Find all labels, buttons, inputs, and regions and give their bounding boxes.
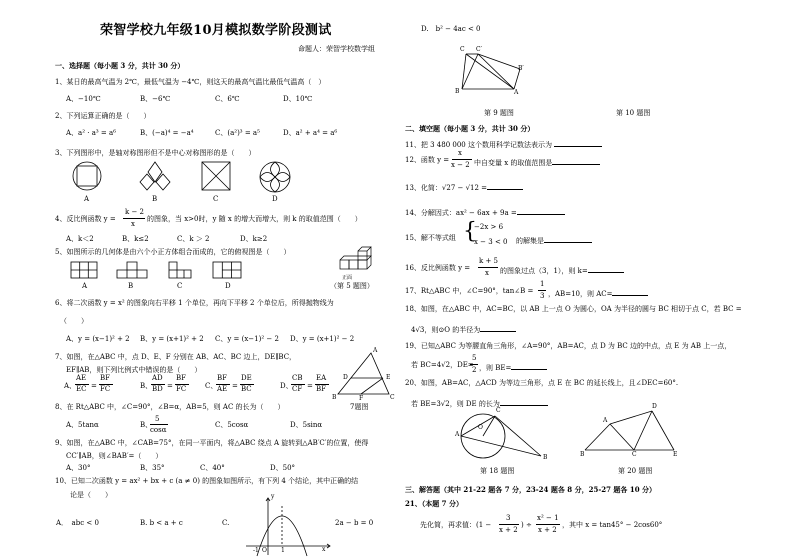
q2-option-d: D、a² + a⁴ = a⁶ xyxy=(283,129,338,137)
section-3-heading: 三、解答题（其中 21-22 题各 7 分，23-24 题各 8 分，25-27 题各 10 分） xyxy=(405,485,657,494)
q7-option-3-num-2: EA xyxy=(316,374,327,382)
q12-text: 中自变量 x 的取值范围是 xyxy=(474,159,553,167)
q4-option-b: B、k≤2 xyxy=(122,235,149,243)
question-7-stem-1: 7、如图，在△ABC 中，点 D、E、F 分别在 AB、AC、BC 边上，DE∥BC， xyxy=(55,353,297,361)
q5-solid-figure xyxy=(338,246,378,278)
q4-option-c: C、k ＞ 2 xyxy=(177,235,210,243)
q7-option-3-den-1: CF xyxy=(292,385,303,393)
q5-option-a-figure xyxy=(70,261,98,279)
q16-prefix: 16、反比例函数 y = xyxy=(405,264,471,272)
fig20-triangle-figure xyxy=(582,403,678,456)
q4-fraction-bar xyxy=(123,218,145,219)
page-title: 荣智学校九年级10月模拟数学阶段测试 xyxy=(100,23,332,38)
q3-figure-a xyxy=(70,160,104,192)
q7-option-2-num-2: DE xyxy=(241,374,252,382)
fig9-point-c: C xyxy=(460,46,465,53)
q21-frac2-den: x + 2 xyxy=(538,526,557,534)
question-19-line-2 xyxy=(479,362,547,372)
question-20-line-1: 20、如图，AB=AC，△ACD 为等边三角形，点 E 在 BC 的延长线上，且∠DEC=60°. xyxy=(405,379,679,387)
q16-num: k + 5 xyxy=(479,257,499,265)
q7-option-3-equals: = xyxy=(307,382,313,390)
q1-option-d: D、10℃ xyxy=(283,95,313,103)
question-14 xyxy=(405,207,565,217)
question-4-stem-a: 4、反比例函数 y = xyxy=(55,215,116,223)
fig9-point-b-prime: B′ xyxy=(518,65,524,72)
q15-prefix: 15、解不等式组 xyxy=(405,234,456,242)
q16-answer-blank[interactable] xyxy=(588,265,624,273)
question-5-stem: 5、如图所示的几何体是由六个小正方体组合而成的，它的俯视图是（ ） xyxy=(55,248,291,256)
q7-option-1-num-2: BF xyxy=(176,374,187,382)
q8-option-b: B、 xyxy=(140,421,153,429)
question-18-line-2 xyxy=(411,324,516,334)
q6-option-b: B、y = (x+1)² + 2 xyxy=(140,335,204,343)
q5-label-b: B xyxy=(128,282,134,290)
q5-option-d-figure xyxy=(212,261,242,279)
q3-figure-b xyxy=(138,160,172,192)
q21-suffix: ，其中 x = tan45° − 2cos60° xyxy=(562,521,663,529)
q14-text: 14、分解因式：ax² − 6ax + 9a = xyxy=(405,209,517,217)
q19-den: 2 xyxy=(472,366,477,374)
question-15 xyxy=(516,235,592,245)
fig20-point-a: A xyxy=(603,417,608,424)
section-2-heading: 二、填空题（每小题 3 分，共计 30 分） xyxy=(405,124,535,133)
q2-option-a: A、a² · a³ = a⁶ xyxy=(66,129,116,137)
author-line: 命题人：荣智学校数学组 xyxy=(298,45,375,53)
q10-axis-y: y xyxy=(271,493,275,500)
q12-prefix: 12、函数 y = xyxy=(405,156,450,164)
q10-option-d-continued: D. b² − 4ac < 0 xyxy=(421,25,481,33)
question-6-stem: 6、将二次函数 y = x² 的图象向右平移 1 个单位，再向下平移 2 个单位后，所得抛物线为 xyxy=(55,299,334,307)
q5-option-c-figure xyxy=(168,261,192,279)
q2-option-b: B、(−a)⁴ = −a⁴ xyxy=(140,129,194,137)
question-13 xyxy=(405,182,523,192)
q17-num: 1 xyxy=(540,280,545,288)
q4-fraction-den: x xyxy=(131,220,135,228)
question-9-stem-1: 9、如图，在△ABC 中，∠CAB=75°，在同一平面内，将△ABC 绕点 A 旋转到△AB′C′的位置，使得 xyxy=(55,439,369,447)
q9-option-a: A、30° xyxy=(66,464,91,472)
q21-frac1-num: 3 xyxy=(506,514,511,522)
fig20-point-c: C xyxy=(632,451,637,458)
q13-answer-blank[interactable] xyxy=(487,182,523,190)
q1-option-b: B、−6℃ xyxy=(140,95,171,103)
q10-option-c: C. xyxy=(222,519,230,527)
question-12 xyxy=(474,157,600,167)
fig18-circle-figure xyxy=(455,408,555,466)
q7-point-c: C xyxy=(390,394,395,401)
fig9-caption: 第 9 题图 xyxy=(484,109,514,117)
question-7-stem-2: EF∥AB，则下列比例式中错误的是（ ） xyxy=(66,366,202,374)
fig18-point-b: B xyxy=(543,454,548,461)
q7-option-3-num-1: CB xyxy=(292,374,303,382)
question-16 xyxy=(500,265,624,275)
q4-option-d: D、k≥2 xyxy=(240,235,268,243)
q9-option-c: C、40° xyxy=(200,464,225,472)
question-17 xyxy=(548,288,648,298)
q15-line-2: x − 3 < 0 xyxy=(474,238,508,246)
q17-text: ，AB=10，则 AC= xyxy=(548,290,613,298)
q7-point-d: D xyxy=(343,374,348,381)
q7-point-e: E xyxy=(386,374,391,381)
q9-rotation-figure xyxy=(458,47,530,99)
q15-line-1: −2x > 6 xyxy=(474,223,504,231)
q7-option-2-letter: C、 xyxy=(205,382,218,390)
q5-label-c: C xyxy=(177,282,183,290)
fig10-caption: 第 10 题图 xyxy=(616,109,651,117)
q1-option-a: A、−10℃ xyxy=(66,95,101,103)
q3-label-a: A xyxy=(84,195,90,203)
q8-option-a: A、5tanα xyxy=(66,421,99,429)
q3-label-c: C xyxy=(213,195,219,203)
q21-prefix: 先化简，再求值：(1 − xyxy=(420,521,492,529)
q6-option-a: A、y = (x−1)² + 2 xyxy=(66,335,130,343)
q7-point-b: B xyxy=(332,394,337,401)
q3-figure-d xyxy=(258,160,292,194)
q20-text: 若 BE=3√2，则 DE 的长为 xyxy=(411,400,500,408)
q7-option-3-letter: D、 xyxy=(280,382,293,390)
q1-option-c: C、6℃ xyxy=(215,95,240,103)
question-21-heading: 21、（本题 7 分） xyxy=(405,499,463,508)
q10-option-d: 2a − b = 0 xyxy=(335,519,374,527)
q8-option-c: C、5cosα xyxy=(215,421,249,429)
q15-answer-blank[interactable] xyxy=(544,235,592,243)
question-8-stem: 8、在 Rt△ABC 中，∠C=90°，∠B=α，AB=5，则 AC 的长为（ ） xyxy=(55,403,285,411)
q17-answer-blank[interactable] xyxy=(612,288,648,296)
q8-option-b-den: cosα xyxy=(150,426,167,434)
q5-label-a: A xyxy=(82,282,88,290)
q17-bar xyxy=(538,290,546,291)
q7-option-2-equals: = xyxy=(232,382,238,390)
q7-option-2-den-2: BC xyxy=(241,385,252,393)
q10-axis-one: 1 xyxy=(281,547,285,554)
q8-option-d: D、5sinα xyxy=(290,421,323,429)
q6-paren: （ ） xyxy=(60,317,88,325)
q18-answer-blank[interactable] xyxy=(480,324,516,332)
q6-option-d: D、y = (x+1)² − 2 xyxy=(290,335,355,343)
q12-answer-blank[interactable] xyxy=(552,157,600,165)
q4-option-a: A、k＜2 xyxy=(66,235,94,243)
q7-option-2-den-1: AE xyxy=(217,385,228,393)
q21-frac1-bar xyxy=(499,524,519,525)
q13-text: 13、化简：√27 − √12 = xyxy=(405,184,488,192)
q19-answer-blank[interactable] xyxy=(511,362,547,370)
question-2-stem: 2、下列运算正确的是（ ） xyxy=(55,112,151,120)
q9-option-d: D、50° xyxy=(270,464,296,472)
fig18-caption: 第 18 题图 xyxy=(480,467,515,475)
q6-option-c: C、y = (x−1)² − 2 xyxy=(215,335,279,343)
q7-option-1-letter: B、 xyxy=(140,382,153,390)
q3-label-d: D xyxy=(272,195,278,203)
question-9-stem-2: CC′∥AB，则∠BAB′=（ ） xyxy=(66,452,163,460)
q10-axis-x: x xyxy=(322,546,326,553)
q7-option-0-den-1: EC xyxy=(76,385,87,393)
q12-bar xyxy=(452,159,472,160)
q7-point-f: F xyxy=(359,395,364,402)
fig20-point-e: E xyxy=(673,451,678,458)
q19-line-2-prefix: 若 BC=4√2，DE= xyxy=(411,361,474,369)
q9-option-b: B、35° xyxy=(140,464,165,472)
fig9-point-b: B xyxy=(455,88,460,95)
q10-option-a: A． abc < 0 xyxy=(56,519,99,527)
q7-figure-caption: 7题图 xyxy=(350,403,369,411)
q12-num: x xyxy=(458,149,462,157)
question-3-stem: 3、下列图形中，是轴对称图形但不是中心对称图形的是（ ） xyxy=(55,149,256,157)
q21-divide: ) ÷ xyxy=(521,521,532,529)
q5-option-b-figure xyxy=(116,261,148,279)
q12-den: x − 2 xyxy=(451,161,470,169)
q7-option-3-den-2: BF xyxy=(316,385,327,393)
q16-text: 的图象过点（3，1），则 k= xyxy=(500,267,588,275)
q7-point-a: A xyxy=(373,347,378,354)
q7-option-0-num-2: BF xyxy=(100,374,111,382)
q2-option-c: C、(a²)³ = a⁵ xyxy=(215,129,260,137)
q4-fraction-num: k − 2 xyxy=(125,208,145,216)
q21-frac2-bar xyxy=(536,524,560,525)
q21-frac1-den: x + 2 xyxy=(499,526,518,534)
q7-option-0-letter: A、 xyxy=(64,382,77,390)
q7-option-0-num-1: AE xyxy=(76,374,87,382)
q16-den: x xyxy=(485,269,489,277)
question-11 xyxy=(405,139,602,149)
q17-prefix: 17、Rt△ABC 中，∠C=90°，tan∠B = xyxy=(405,287,534,295)
fig18-point-c: C xyxy=(496,407,501,414)
q10-axis-minus-one: -1 xyxy=(253,547,259,554)
q7-option-2-num-1: BF xyxy=(217,374,228,382)
question-10-stem-2: 论是（ ） xyxy=(70,491,112,499)
q5-label-d: D xyxy=(225,282,231,290)
q19-num: 5 xyxy=(472,354,477,362)
q5-figure-caption: （第 5 题图） xyxy=(330,282,374,290)
question-18-line-1: 18、如图，在△ABC 中，AC=BC，以 AB 上一点 O 为圆心，OA 为半径的圆与 BC 相切于点 C，若 BC = xyxy=(405,305,742,313)
q19-bar xyxy=(470,364,478,365)
q8-option-b-num: 5 xyxy=(155,415,160,423)
q17-den: 3 xyxy=(540,292,545,300)
q7-option-1-den-2: FC xyxy=(176,385,187,393)
q16-bar xyxy=(478,267,498,268)
q14-answer-blank[interactable] xyxy=(517,207,565,215)
q10-axis-origin: O xyxy=(262,547,267,554)
q15-brace: { xyxy=(463,219,477,244)
fig20-caption: 第 20 题图 xyxy=(618,467,653,475)
q18-text: 4√3，则⊙O 的半径为 xyxy=(411,326,481,334)
q7-option-0-den-2: FC xyxy=(100,385,111,393)
q7-option-1-den-1: BD xyxy=(152,385,163,393)
q5-front-label: 正面 xyxy=(342,275,353,281)
fig20-point-b: B xyxy=(580,451,585,458)
q21-frac2-num: x² − 1 xyxy=(537,514,559,522)
q15-text: 的解集是 xyxy=(516,237,544,245)
section-1-heading: 一、选择题（每小题 3 分，共计 30 分） xyxy=(55,61,185,70)
fig20-point-d: D xyxy=(652,403,657,410)
question-10-stem-1: 10、已知二次函数 y = ax² + bx + c (a ≠ 0) 的图象如图所示，有下列 4 个结论，其中正确的结 xyxy=(55,477,359,485)
q7-option-1-equals: = xyxy=(167,382,173,390)
question-1-stem: 1、某日的最高气温为 2℃，最低气温为 −4℃，则这天的最高气温比最低气温高（ ） xyxy=(55,78,326,86)
fig18-point-a: A xyxy=(455,431,460,438)
q7-option-1-num-1: AD xyxy=(152,374,163,382)
q20-answer-blank[interactable] xyxy=(500,398,548,406)
fig9-point-c-prime: C′ xyxy=(476,46,482,53)
question-4-stem-b: 的图象，当 x>0时，y 随 x 的增大而增大，则 k 的取值范围（ ） xyxy=(147,215,362,223)
q7-option-0-equals: = xyxy=(91,382,97,390)
q3-figure-c xyxy=(200,160,232,192)
q3-label-b: B xyxy=(152,195,158,203)
question-19-line-1: 19、已知△ABC 为等腰直角三角形，∠A=90°，AB=AC，点 D 为 BC 边的中点，点 E 为 AB 上一点， xyxy=(405,342,732,350)
fig18-point-o: O xyxy=(478,424,483,431)
q11-text: 11、把 3 480 000 这个数用科学记数法表示为 xyxy=(405,141,552,149)
q10-option-b: B. b < a + c xyxy=(140,519,183,527)
q19-text: ，则 BE= xyxy=(479,364,512,372)
question-20-line-2 xyxy=(411,398,548,408)
fig9-point-a: A xyxy=(514,89,519,96)
q11-answer-blank[interactable] xyxy=(554,139,602,147)
q8-option-b-bar xyxy=(150,424,168,425)
